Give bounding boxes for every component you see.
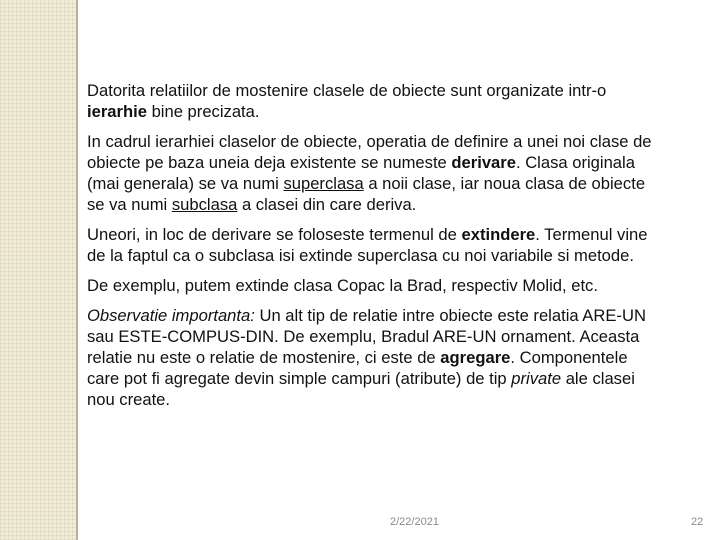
bold-term-ierarhie: ierarhie [87,102,147,121]
bold-term-extindere: extindere [461,225,536,244]
paragraph-example [87,275,705,296]
underlined-term-superclasa: superclasa [283,174,364,193]
bold-term-agregare: agregare [440,348,511,367]
text-run: obiecte pe baza uneia deja existente se numeste [87,153,452,172]
text-line [87,194,705,215]
text-run: de la faptul ca o subclasa isi extinde superclasa cu noi variabile si metode. [87,246,634,265]
side-divider-line [76,0,78,540]
text-run: ale clasei [561,369,635,388]
text-line [87,80,705,101]
bold-term-derivare: derivare [451,153,516,172]
text-run: a clasei din care deriva. [237,195,417,214]
slide-body [87,80,705,419]
text-run: a noii clase, iar noua clasa de obiecte [363,174,646,193]
text-run: Datorita relatiilor de mostenire clasele de obiecte sunt organizate intr-o [87,81,607,100]
text-run: Uneori, in loc de derivare se foloseste termenul de [87,225,462,244]
text-line [87,131,705,152]
text-run: care pot fi agregate devin simple campuri (atribute) de tip [87,369,512,388]
footer-page-number: 22 [691,516,704,528]
footer-date: 2/22/2021 [390,516,439,528]
text-line [87,152,705,173]
text-line [87,389,705,410]
decorative-side-strip [0,0,76,540]
italic-note-label: Observatie importanta: [87,306,255,325]
text-run: De exemplu, putem extinde clasa Copac la Brad, respectiv Molid, etc. [87,276,598,295]
text-run: Un alt tip de relatie intre obiecte este relatia ARE-UN [254,306,646,325]
text-run: . Termenul vine [535,225,648,244]
text-line [87,347,705,368]
text-run: . Componentele [510,348,628,367]
text-line [87,173,705,194]
text-run: sau ESTE-COMPUS-DIN. De exemplu, Bradul ARE-UN ornament. Aceasta [87,327,640,346]
underlined-term-subclasa: subclasa [171,195,238,214]
text-run: In cadrul ierarhiei claselor de obiecte, operatia de definire a unei noi clase de [87,132,652,151]
paragraph-extension [87,224,705,266]
text-run: relatie nu este o relatie de mostenire, ci este de [87,348,441,367]
paragraph-inheritance-hierarchy [87,80,705,122]
text-run: nou create. [87,390,171,409]
text-line [87,326,705,347]
paragraph-important-note [87,305,705,410]
text-line [87,224,705,245]
text-run: bine precizata. [146,102,260,121]
text-run: (mai generala) se va numi [87,174,284,193]
text-run: . Clasa originala [515,153,635,172]
text-line [87,275,705,296]
text-line [87,245,705,266]
text-run: se va numi [87,195,172,214]
italic-term-private: private [511,369,562,388]
text-line [87,305,705,326]
paragraph-derivation [87,131,705,215]
text-line [87,101,705,122]
text-line [87,368,705,389]
